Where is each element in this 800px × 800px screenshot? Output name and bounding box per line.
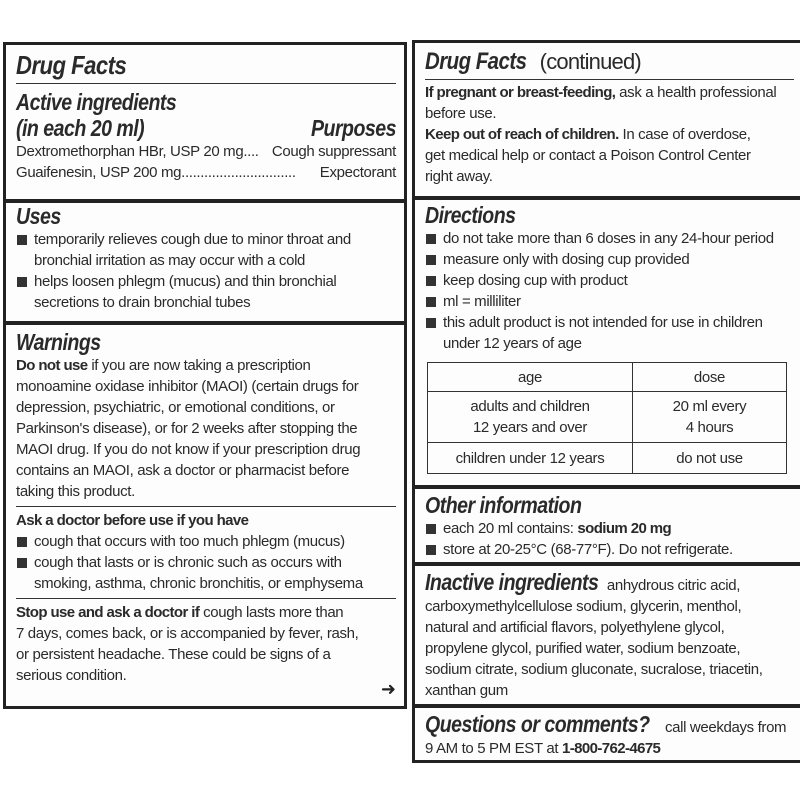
drug-facts-title: Drug Facts [16,50,127,80]
line: propylene glycol, purified water, sodium benzoate, [425,640,741,657]
line: MAOI drug. If you do not know if your prescription drug [16,441,361,458]
list-item [425,228,794,249]
other-information-section [415,485,800,562]
table-row [428,443,787,474]
questions-first-line [425,711,794,738]
inactive-first-line [425,569,794,596]
line: natural and artificial flavors, polyethylene glycol, [425,619,725,636]
line: smoking, asthma, chronic bronchitis, or emphysema [34,575,363,592]
drug-facts-panel-left [3,42,407,709]
table-cell [428,392,633,443]
pregnant-warning [425,82,794,124]
line: Parkinson's disease), or for 2 weeks after stopping the [16,420,358,437]
leader-dots: .... [243,143,259,160]
line: do not take more than 6 doses in any 24-hour period [443,230,774,247]
line: 7 days, comes back, or is accompanied by fever, rash, [16,625,359,642]
bold-label: Keep out of reach of children. [425,126,619,143]
list-item [425,518,794,539]
list-item [16,531,396,552]
table-cell [633,392,787,443]
line: measure only with dosing cup provided [443,251,690,268]
list-item [16,229,396,271]
line: 9 AM to 5 PM EST at [425,740,562,757]
inactive-ingredients-section [415,562,800,704]
stop-use-paragraph [16,602,396,686]
list-item [16,271,396,313]
line: taking this product. [16,483,135,500]
ingredient-row [16,141,396,162]
active-ingredients-section [6,89,404,199]
line: ask a health professional [615,84,777,101]
line: adults and children [470,398,590,415]
line: store at 20-25°C (68-77°F). Do not refrigerate. [443,541,733,558]
line: serious condition. [16,667,127,684]
table-cell [633,443,787,474]
ingredient-purpose: Expectorant [319,164,396,181]
divider [425,79,794,80]
line: carboxymethylcellulose sodium, glycerin, menthol, [425,598,742,615]
line: call weekdays from [661,719,787,736]
line: keep dosing cup with product [443,272,628,289]
questions-section [415,704,800,760]
line: 12 years and over [472,419,588,436]
line: cough that lasts or is chronic such as occurs with [34,554,342,571]
line: secretions to drain bronchial tubes [34,294,251,311]
other-information-heading: Other information [425,492,582,518]
active-ingredients-heading: Active ingredients [16,89,177,115]
line: or persistent headache. These could be signs of a [16,646,331,663]
ingredient-purpose: Cough suppressant [271,143,396,160]
bold-label: Do not use [16,357,88,374]
leader-dots: .............................. [181,164,296,181]
uses-section [6,199,404,321]
uses-heading: Uses [16,203,61,229]
line: contains an MAOI, ask a doctor or pharmacist before [16,462,350,479]
directions-heading: Directions [425,202,516,228]
column-header: age [428,363,633,392]
line: cough that occurs with too much phlegm (mucus) [34,533,345,550]
line: do not use [676,449,743,467]
ingredient-name: Dextromethorphan HBr, USP 20 mg [16,143,244,160]
line: monoamine oxidase inhibitor (MAOI) (certain drugs for [16,378,359,395]
line: temporarily relieves cough due to minor throat and [34,231,351,248]
active-ingredients-subheading: (in each 20 ml) [16,115,145,141]
line: under 12 years of age [443,335,582,352]
table-row [428,392,787,443]
inactive-ingredients-heading: Inactive ingredients [425,569,599,595]
warnings-section [6,321,404,706]
divider [16,506,396,507]
drug-facts-panel-right [412,40,800,763]
table-cell [428,443,633,474]
list-item [425,291,794,312]
list-item [425,249,794,270]
continued-header-section [415,43,800,195]
table-header-row [428,363,787,392]
divider [16,598,396,599]
line: In case of overdose, [618,126,751,143]
list-item [425,312,794,354]
line: ml = milliliter [443,293,521,310]
ask-doctor-heading: Ask a doctor before use if you have [16,512,249,529]
line: right away. [425,168,493,185]
line: each 20 ml contains: [443,520,578,537]
line: before use. [425,105,497,122]
ingredient-name: Guaifenesin, USP 200 mg [16,164,182,181]
drug-facts-continued-title [425,43,794,79]
phone-number: 1-800-762-4675 [561,740,661,757]
line: bronchial irritation as may occur with a cold [34,252,306,269]
title: Drug Facts [425,48,527,75]
dosage-table [427,362,787,474]
do-not-use-paragraph [16,355,396,502]
line: anhydrous citric acid, [603,577,741,594]
line: sodium citrate, sodium gluconate, sucralose, triacetin, [425,661,763,678]
line: cough lasts more than [199,604,344,621]
line: helps loosen phlegm (mucus) and thin bronchial [34,273,337,290]
bold-label: Stop use and ask a doctor if [16,604,200,621]
line: get medical help or contact a Poison Control Center [425,147,751,164]
directions-section [415,196,800,485]
line: children under 12 years [455,449,605,467]
list-item [425,270,794,291]
list-item [16,552,396,594]
warnings-heading: Warnings [16,329,101,355]
line: this adult product is not intended for use in children [443,314,763,331]
keep-out-of-reach-warning [425,124,794,187]
bold-label: If pregnant or breast-feeding, [425,84,616,101]
list-item [425,539,794,560]
line: 4 hours [685,419,734,436]
bold-value: sodium 20 mg [577,520,672,537]
ingredient-row [16,162,396,183]
questions-heading: Questions or comments? [425,711,650,737]
column-header: dose [633,363,787,392]
line: if you are now taking a prescription [87,357,311,374]
drug-facts-header [6,45,404,87]
continue-arrow-icon: ➜ [380,679,396,699]
line: xanthan gum [425,682,508,699]
purposes-heading: Purposes [310,115,396,141]
title-suffix: (continued) [534,49,641,74]
line: 20 ml every [672,398,747,415]
line: depression, psychiatric, or emotional conditions, or [16,399,335,416]
